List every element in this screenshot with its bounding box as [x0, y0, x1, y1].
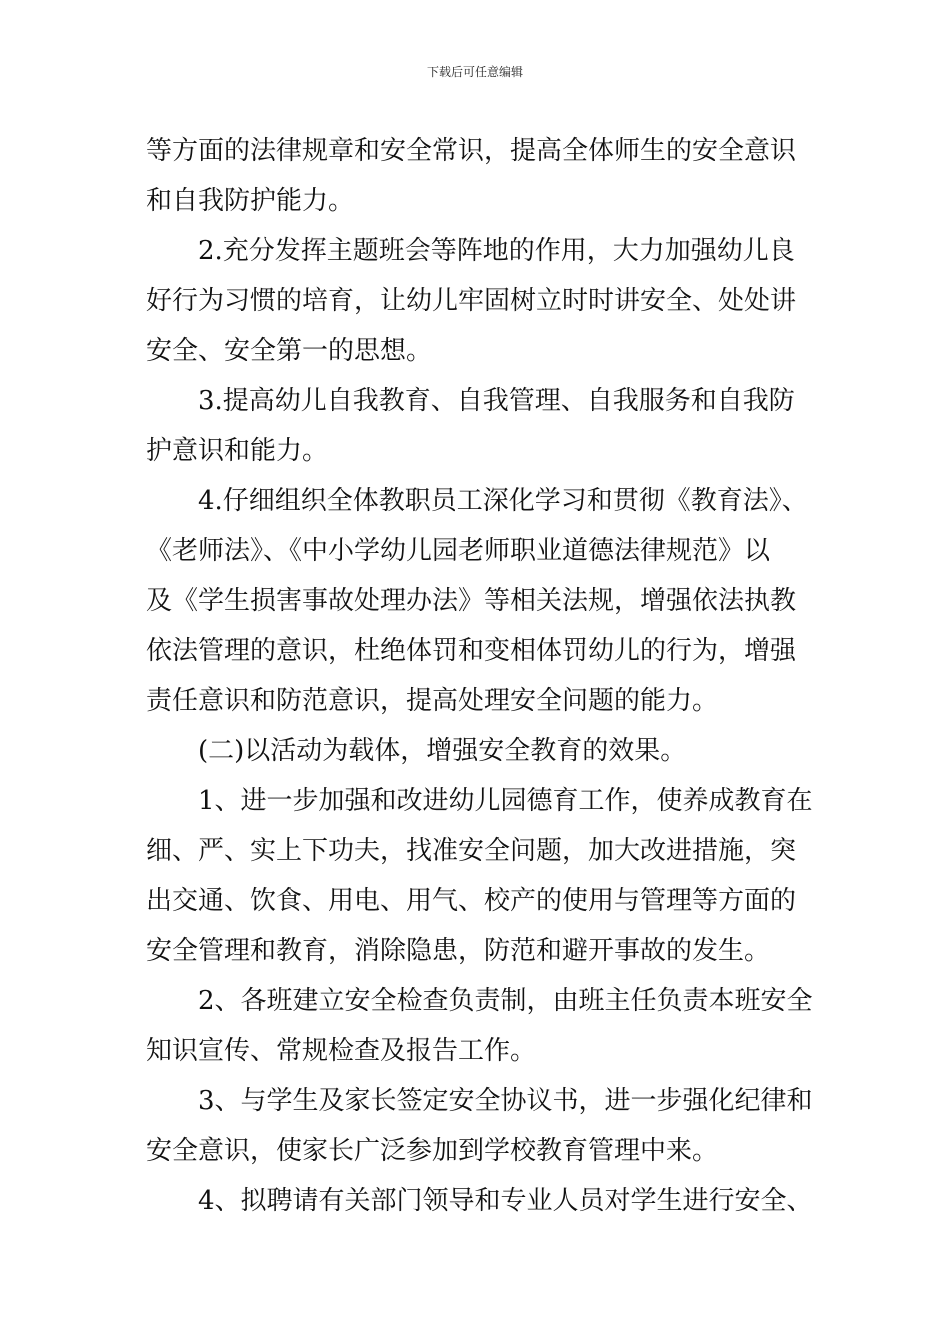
- text-line: 安全、安全第一的思想。: [146, 336, 433, 366]
- text-line: 2.充分发挥主题班会等阵地的作用，大力加强幼儿良: [198, 236, 795, 266]
- text-line: 1、进一步加强和改进幼儿园德育工作，使养成教育在: [198, 786, 813, 816]
- text-line: 好行为习惯的培育，让幼儿牢固树立时时讲安全、处处讲: [146, 286, 797, 316]
- text-line: 4.仔细组织全体教职员工深化学习和贯彻《教育法》、: [198, 486, 808, 516]
- text-line: 等方面的法律规章和安全常识，提高全体师生的安全意识: [146, 136, 797, 166]
- text-line: 3、与学生及家长签定安全协议书，进一步强化纪律和: [198, 1086, 813, 1116]
- text-line: 和自我防护能力。: [146, 186, 355, 216]
- text-line: 《老师法》、《中小学幼儿园老师职业道德法律规范》以: [146, 536, 771, 566]
- text-line: 及《学生损害事故处理办法》等相关法规，增强依法执教: [146, 586, 797, 616]
- document-body: [146, 126, 816, 1226]
- text-line: 4、拟聘请有关部门领导和专业人员对学生进行安全、: [198, 1186, 813, 1216]
- text-line: 3.提高幼儿自我教育、自我管理、自我服务和自我防: [198, 386, 795, 416]
- text-line: 出交通、饮食、用电、用气、校产的使用与管理等方面的: [146, 886, 797, 916]
- text-line: 责任意识和防范意识，提高处理安全问题的能力。: [146, 686, 719, 716]
- text-line: 依法管理的意识，杜绝体罚和变相体罚幼儿的行为，增强: [146, 636, 797, 666]
- page-header-note: 下载后可任意编辑: [426, 65, 523, 79]
- text-line: 知识宣传、常规检查及报告工作。: [146, 1036, 537, 1066]
- text-line: 安全意识，使家长广泛参加到学校教育管理中来。: [146, 1136, 719, 1166]
- text-line: 2、各班建立安全检查负责制，由班主任负责本班安全: [198, 986, 813, 1016]
- text-line: 护意识和能力。: [146, 436, 329, 466]
- text-line: (二)以活动为载体，增强安全教育的效果。: [198, 736, 687, 766]
- text-line: 细、严、实上下功夫，找准安全问题，加大改进措施，突: [146, 836, 797, 866]
- text-line: 安全管理和教育，消除隐患，防范和避开事故的发生。: [146, 936, 771, 966]
